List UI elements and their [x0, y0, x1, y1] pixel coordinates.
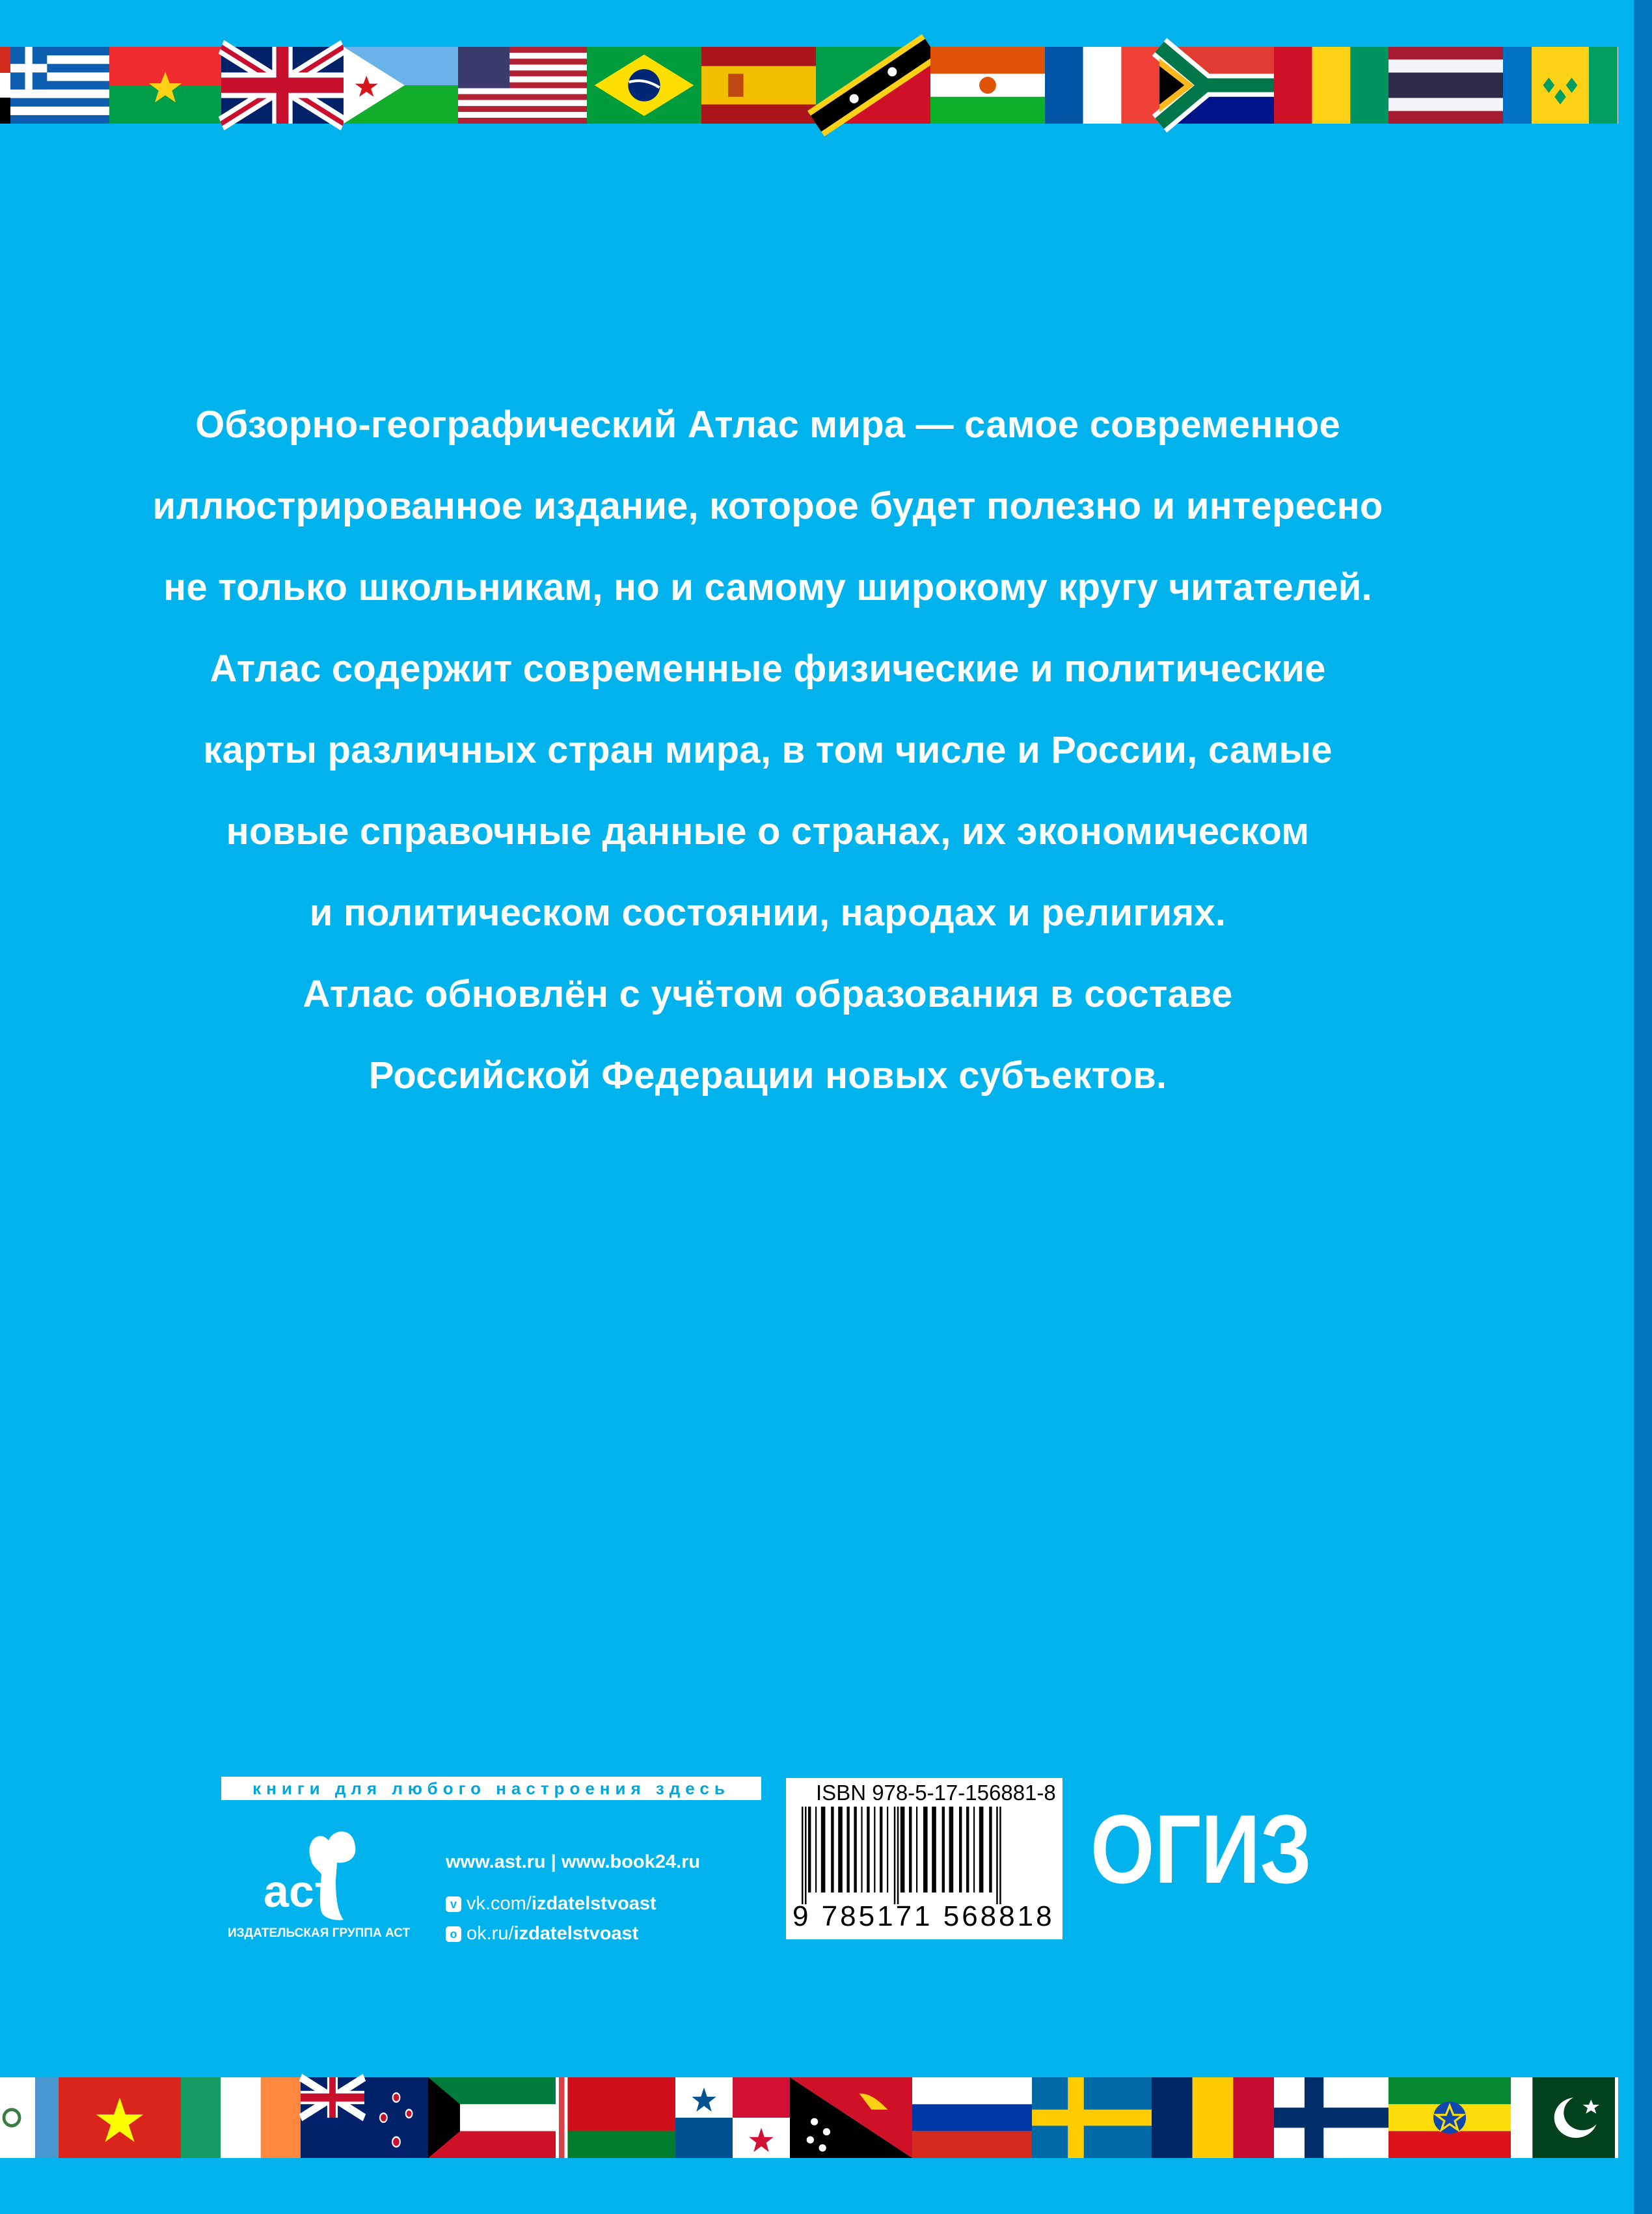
website-links[interactable]: www.ast.ru | www.book24.ru [446, 1852, 701, 1872]
spain-flag-icon [701, 47, 816, 124]
south-africa-flag-icon [1159, 47, 1274, 124]
barcode-bar [989, 1807, 992, 1893]
finland-flag-icon [1274, 2077, 1388, 2158]
barcode-bar [805, 1807, 807, 1904]
barcode-bar [959, 1807, 962, 1893]
brazil-flag-icon [587, 47, 701, 124]
vk-icon: v [446, 1896, 461, 1912]
ireland-flag-icon [181, 2077, 301, 2158]
barcode-bar [923, 1807, 928, 1893]
barcode-bar [973, 1807, 975, 1893]
greece-flag-icon [10, 47, 109, 124]
ethiopia-flag-icon [1388, 2077, 1511, 2158]
usa-flag-icon [458, 47, 587, 124]
description-line: Обзорно-географический Атлас мира — самое современное [195, 403, 1340, 446]
barcode-bar [894, 1807, 896, 1904]
barcode-bar [909, 1807, 912, 1893]
barcode-bar [932, 1807, 936, 1893]
description-line: Российской Федерации новых субъектов. [368, 1054, 1167, 1097]
description-line: Атлас обновлён с учётом образования в составе [303, 973, 1233, 1015]
thailand-flag-icon [1388, 47, 1503, 124]
barcode-bar [808, 1807, 811, 1893]
barcode-bar [831, 1807, 833, 1893]
barcode-bar [867, 1807, 869, 1893]
barcode-bar [861, 1807, 862, 1893]
united-kingdom-flag-icon [221, 47, 344, 124]
barcode-bar [821, 1807, 826, 1893]
pakistan-flag-icon [1511, 2077, 1615, 2158]
belarus-flag-icon [556, 2077, 675, 2158]
barcode-bar [802, 1807, 804, 1904]
publisher-name: ИЗДАТЕЛЬСКАЯ ГРУППА АСТ [228, 1926, 411, 1940]
russia-flag-icon [912, 2077, 1032, 2158]
ast-logo [221, 1809, 416, 1939]
panama-flag-icon [675, 2077, 790, 2158]
ogiz-logo [1090, 1794, 1316, 1917]
bottom-flag-strip [0, 2077, 1618, 2158]
saint-vincent-flag-icon [1503, 47, 1618, 124]
barcode-bar [887, 1807, 888, 1893]
barcode-bar [874, 1807, 875, 1893]
publisher-links [446, 1847, 700, 1948]
publisher-tagline: книги для любого настроения здесь [221, 1777, 761, 1800]
barcode-bar [999, 1807, 1001, 1904]
barcode-bar [996, 1807, 998, 1904]
barcode-bar [900, 1807, 905, 1893]
barcode-bar [966, 1807, 969, 1893]
barcode-bar [897, 1807, 899, 1904]
spine-edge [1634, 0, 1652, 2214]
barcode-digits: 9 785171 568818 [792, 1900, 1055, 1932]
description-line: карты различных стран мира, в том числе и России, самые [203, 729, 1333, 771]
isbn-number: ISBN 978-5-17-156881-8 [816, 1781, 1056, 1805]
odnoklassniki-icon: o [446, 1926, 461, 1942]
description-line: новые справочные данные о странах, их экономическом [226, 810, 1310, 853]
saint-kitts-and-nevis-flag-icon [816, 47, 930, 124]
barcode-bar [838, 1807, 843, 1893]
chad-flag-icon [1152, 2077, 1274, 2158]
vk-link[interactable]: v vk.com/izdatelstvoast [446, 1889, 700, 1919]
ogiz-logo-text: ОГИЗ [1090, 1794, 1312, 1904]
guinea-flag-icon [1274, 47, 1388, 124]
barcode-bar [979, 1807, 984, 1893]
ok-link[interactable]: o ok.ru/izdatelstvoast [446, 1919, 700, 1948]
barcode-bar [880, 1807, 882, 1893]
ast-logo-text: аст [264, 1866, 337, 1917]
publisher-block [221, 1777, 761, 1944]
vietnam-flag-icon [59, 2077, 181, 2158]
barcode-bar [916, 1807, 917, 1893]
sweden-flag-icon [1032, 2077, 1152, 2158]
barcode-bars [798, 1807, 1055, 1904]
top-flag-strip [0, 47, 1618, 124]
description-line: и политическом состоянии, народах и религиях. [309, 892, 1226, 934]
new-zealand-flag-icon [301, 2077, 428, 2158]
guatemala-flag-icon [0, 2077, 59, 2158]
france-flag-icon [1045, 47, 1159, 124]
niger-flag-icon [930, 47, 1045, 124]
kuwait-flag-icon [428, 2077, 556, 2158]
djibouti-flag-icon [344, 47, 458, 124]
barcode-bar [846, 1807, 849, 1893]
barcode-bar [942, 1807, 945, 1893]
barcode-bar [815, 1807, 817, 1893]
description-line: иллюстрированное издание, которое будет полезно и интересно [152, 485, 1383, 527]
burkina-faso-flag-icon [109, 47, 221, 124]
flag-fragment-icon [0, 47, 10, 124]
barcode-bar [949, 1807, 954, 1893]
barcode-bar [854, 1807, 856, 1893]
book-description [150, 384, 1386, 1116]
isbn-barcode [786, 1778, 1063, 1939]
description-line: Атлас содержит современные физические и политические [210, 648, 1326, 690]
description-line: не только школьникам, но и самому широкому кругу читателей. [163, 566, 1372, 608]
papua-new-guinea-flag-icon [790, 2077, 912, 2158]
